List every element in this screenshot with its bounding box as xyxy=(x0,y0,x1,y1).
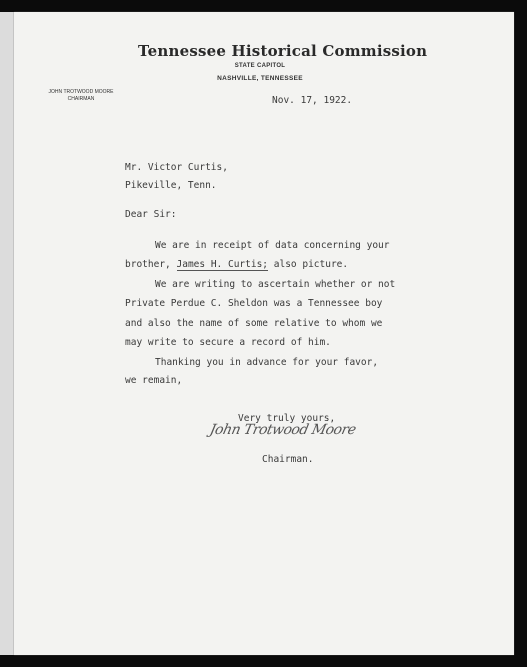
p1-suffix: also picture. xyxy=(273,259,349,270)
chairman-title: CHAIRMAN xyxy=(67,96,95,102)
brother-name: James H. Curtis; xyxy=(176,259,269,270)
paragraph-1-line-1: We are in receipt of data concerning your xyxy=(155,240,390,251)
letter-page xyxy=(14,12,514,655)
signer-title: Chairman. xyxy=(262,454,314,465)
p1-prefix: brother, xyxy=(125,259,171,270)
chairman-name: JOHN TROTWOOD MOORE xyxy=(48,89,114,95)
paragraph-2-line-4: may write to secure a record of him. xyxy=(125,337,331,348)
letterhead-city: NASHVILLE, TENNESSEE xyxy=(217,75,303,82)
signature: John Trotwood Moore xyxy=(208,422,358,438)
recipient-city: Pikeville, Tenn. xyxy=(125,180,217,191)
letterhead-chairman xyxy=(36,89,126,103)
paragraph-1-line-2 xyxy=(125,259,348,270)
salutation: Dear Sir: xyxy=(125,209,177,220)
scan-edge xyxy=(0,12,14,655)
letterhead-title: Tennessee Historical Commission xyxy=(138,42,428,60)
paragraph-2-line-2: Private Perdue C. Sheldon was a Tennessee boy xyxy=(125,298,383,309)
paragraph-3-line-2: we remain, xyxy=(125,375,183,386)
paragraph-2-line-1: We are writing to ascertain whether or not xyxy=(155,279,396,290)
paragraph-2-line-3: and also the name of some relative to whom we xyxy=(125,318,383,329)
paragraph-3-line-1: Thanking you in advance for your favor, xyxy=(155,357,379,368)
recipient-name: Mr. Victor Curtis, xyxy=(125,162,228,173)
letter-date: Nov. 17, 1922. xyxy=(272,95,353,106)
letterhead-office: STATE CAPITOL xyxy=(234,63,286,69)
closing: Very truly yours, xyxy=(238,413,336,424)
